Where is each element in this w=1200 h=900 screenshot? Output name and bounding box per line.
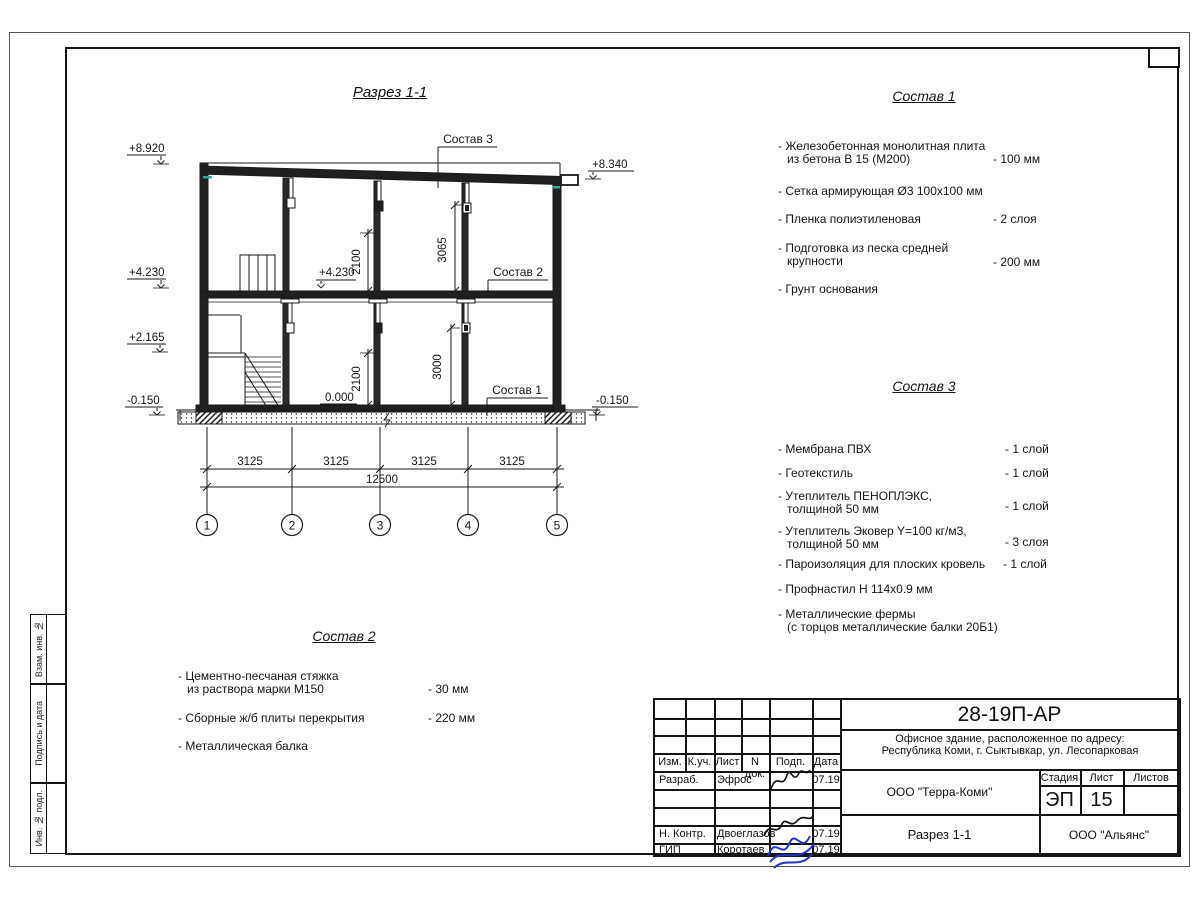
- side-box-inv-label: Инв. № подл.: [31, 783, 47, 853]
- dim-f1-3000: [447, 324, 460, 409]
- list-item: - Утеплитель ПЕНОПЛЭКС, толщиной 50 мм: [778, 489, 933, 516]
- callout-sostav2: Состав 2: [493, 265, 543, 279]
- side-box-podpis-label: Подпись и дата: [31, 684, 47, 783]
- roof-accent-left: [203, 176, 212, 179]
- stamp-date-nkontr: 07.19: [812, 828, 840, 840]
- list-item-value: - 1 слой: [1005, 442, 1049, 456]
- elev-ground-right: -0.150: [596, 395, 629, 407]
- stamp-col-kuch: К.уч.: [687, 756, 712, 768]
- stamp-address: Офисное здание, расположенное по адресу: Республика Коми, г. Сыктывкар, ул. Лесопарковая: [881, 733, 1139, 757]
- stamp-name-razrab: Эфрос: [717, 774, 752, 786]
- list-item: - Сетка армирующая Ø3 100х100 мм: [778, 184, 983, 198]
- roof-edge-beam: [561, 175, 578, 185]
- stamp-col-data: Дата: [813, 756, 839, 768]
- list-item: - Железобетонная монолитная плита из бетона В 15 (М200): [778, 139, 986, 166]
- axis-2: 2: [288, 518, 296, 533]
- elev-top-right: +8.340: [592, 159, 628, 171]
- list-item-value: - 1 слой: [1003, 557, 1047, 571]
- elev-landing: +2.165: [129, 332, 165, 344]
- list-sostav3-title: Состав 3: [892, 378, 956, 394]
- side-box-vzam-label: Взам. инв. №: [31, 615, 47, 684]
- roof-accent-right: [553, 186, 560, 189]
- signature-razrab: [768, 763, 812, 795]
- list-sostav3: [770, 376, 1180, 646]
- list-item: - Грунт основания: [778, 282, 878, 296]
- stamp-section-title: Разрез 1-1: [907, 826, 972, 842]
- list-item-value: - 1 слой: [1005, 466, 1049, 480]
- stamp-role-gip: ГИП: [659, 844, 681, 856]
- staircase: [205, 255, 281, 412]
- list-item: - Подготовка из песка средней крупности: [778, 241, 949, 268]
- dim-total: 12500: [366, 474, 398, 486]
- list-item: - Цементно-песчаная стяжка из раствора марки М150: [178, 669, 339, 696]
- list-item: - Геотекстиль: [778, 466, 853, 480]
- stamp-date-razrab: 07.19: [812, 774, 840, 786]
- stamp-org: ООО "Терра-Коми": [886, 784, 993, 799]
- stamp-sheet-label: Лист: [1089, 772, 1114, 784]
- dim-f1-door-label: 2100: [351, 366, 363, 392]
- stamp-col-list: Лист: [715, 756, 740, 768]
- floor2-slab: [200, 291, 561, 298]
- bottom-dimensions: [200, 427, 564, 514]
- list-item: - Сборные ж/б плиты перекрытия: [178, 711, 365, 725]
- stamp-name-gip: Коротаев: [717, 844, 765, 856]
- list-item: - Утеплитель Эковер Y=100 кг/м3, толщиной 50 мм: [778, 524, 967, 551]
- axis-3: 3: [376, 518, 384, 533]
- elev-top-left: +8.920: [129, 143, 165, 155]
- callout-sostav3: Состав 3: [443, 132, 493, 146]
- list-item: - Металлические фермы (с торцов металлические балки 20Б1): [778, 607, 998, 634]
- list-item-value: - 100 мм: [993, 152, 1041, 166]
- list-item-value: - 220 мм: [428, 711, 476, 725]
- list-item: - Мембрана ПВХ: [778, 442, 872, 456]
- dim-bay-1: 3125: [237, 456, 263, 468]
- stamp-doc-number: 28-19П-АР: [957, 703, 1062, 726]
- dim-f2-height-label: 3065: [437, 237, 449, 263]
- list-sostav1-title: Состав 1: [892, 88, 956, 104]
- elev-zero: 0.000: [325, 392, 354, 404]
- stamp-role-razrab: Разраб.: [659, 774, 699, 786]
- list-item: - Профнастил Н 114х0.9 мм: [778, 582, 933, 596]
- stamp-col-podp: Подп.: [775, 756, 806, 768]
- list-item-value: - 200 мм: [993, 255, 1041, 269]
- list-item-value: - 1 слой: [1005, 499, 1049, 513]
- stamp-name-nkontr: Двоеглазов: [717, 828, 776, 840]
- elev-floor2-left: +4.230: [129, 267, 165, 279]
- list-item-value: - 30 мм: [428, 682, 469, 696]
- list-item: - Металлическая балка: [178, 739, 308, 753]
- list-sostav2-title: Состав 2: [312, 628, 376, 644]
- sand-underlay: [178, 412, 585, 424]
- floor-slab: [196, 405, 565, 412]
- signature-gip: [762, 828, 820, 872]
- list-sostav1: [770, 84, 1180, 314]
- list-item: - Пароизоляция для плоских кровель: [778, 557, 986, 571]
- axis-5: 5: [553, 518, 561, 533]
- foundation-block-right: [545, 412, 571, 424]
- stamp-date-gip: 07.19: [812, 844, 840, 856]
- dim-f2-door-label: 2100: [351, 249, 363, 275]
- axis-4: 4: [464, 518, 472, 533]
- elev-floor2-inner: +4.230: [319, 267, 355, 279]
- callout-sostav1: Состав 1: [492, 383, 542, 397]
- stamp-stage-value: ЭП: [1045, 788, 1074, 811]
- dim-f1-height-label: 3000: [432, 354, 444, 380]
- elev-ground-left: -0.150: [127, 395, 160, 407]
- list-sostav2: [170, 622, 530, 762]
- dim-bay-2: 3125: [323, 456, 349, 468]
- list-item-value: - 2 слоя: [993, 212, 1037, 226]
- stamp-col-izm: Изм.: [658, 756, 682, 768]
- section-view-title: Разрез 1-1: [352, 84, 428, 101]
- title-block: [653, 698, 1181, 857]
- dim-bay-3: 3125: [411, 456, 437, 468]
- stamp-stage-label: Стадия: [1040, 772, 1079, 784]
- stamp-col-ndok: N док.: [744, 756, 766, 780]
- stamp-contractor: ООО "Альянс": [1068, 827, 1150, 842]
- stamp-sheets-label: Листов: [1133, 772, 1169, 784]
- list-item-value: - 3 слоя: [1005, 535, 1049, 549]
- foundation-block-left: [196, 412, 222, 424]
- stamp-role-nkontr: Н. Контр.: [659, 828, 706, 840]
- wall-left: [200, 163, 208, 412]
- list-item: - Пленка полиэтиленовая: [778, 212, 921, 226]
- column-axis2-upper: [283, 178, 289, 291]
- roof-slab: [200, 166, 578, 185]
- stamp-sheet-value: 15: [1090, 788, 1113, 811]
- dim-bay-4: 3125: [499, 456, 525, 468]
- ceiling-hanger-axis3: [369, 299, 387, 333]
- axis-1: 1: [203, 518, 211, 533]
